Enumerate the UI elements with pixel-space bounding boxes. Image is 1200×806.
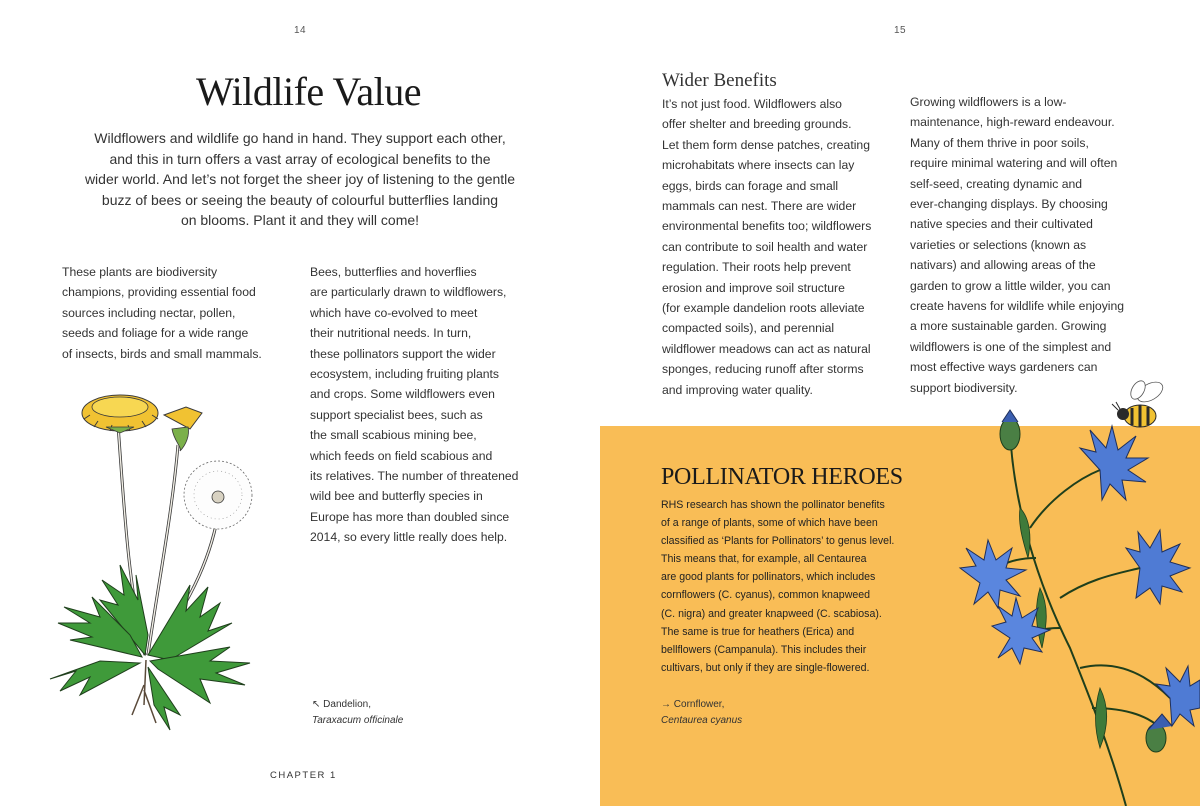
text-line: maintenance, high-reward endeavour. [910,115,1115,130]
text-line: compacted soils), and perennial [662,321,835,336]
text-line: require minimal watering and will often [910,156,1118,171]
page-number-left: 14 [294,25,307,36]
text-line: It’s not just food. Wildflowers also [662,97,842,111]
dandelion-caption [312,697,403,729]
text-line: mammals can nest. There are wider [662,199,857,214]
text-line: native species and their cultivated [910,217,1093,232]
arrow-icon: → [661,699,671,710]
intro-line: and this in turn offers a vast array of ecological benefits to the [109,150,491,167]
text-line: are good plants for pollinators, which includes [661,571,876,584]
left-column-2 [310,262,545,548]
text-line: are particularly drawn to wildflowers, [310,285,507,300]
text-line: regulation. Their roots help prevent [662,260,851,275]
text-line: its relatives. The number of threatened [310,469,519,484]
text-line: these pollinators support the wider [310,346,496,361]
text-line: Europe has more than doubled since [310,509,510,524]
cornflower-bud [1000,410,1020,450]
intro-line: Wildflowers and wildlife go hand in hand. They support each other, [94,130,506,146]
text-line: microhabitats where insects can lay [662,158,855,173]
text-line: most effective ways gardeners can [910,360,1098,375]
text-line: self-seed, creating dynamic and [910,176,1083,191]
text-line: Many of them thrive in poor soils, [910,135,1089,150]
text-line: the small scabious mining bee, [310,428,477,443]
text-line: sponges, reducing runoff after storms [662,362,864,377]
text-line: create havens for wildlife while enjoying [910,299,1125,314]
text-line: nativars) and allowing areas of the [910,258,1096,273]
text-line: and crops. Some wildflowers even [310,387,495,402]
right-column-2 [910,92,1155,398]
text-line: wildflower meadows can act as natural [662,341,871,356]
text-line: Growing wildflowers is a low- [910,95,1067,109]
arrow-icon: ↖ [312,699,321,710]
text-line: erosion and improve soil structure [662,280,845,295]
cornflower-illustration [950,408,1200,806]
text-line: of a range of plants, some of which have been [661,517,878,530]
text-line: Let them form dense patches, creating [662,137,870,152]
text-line: which have co-evolved to meet [310,305,478,320]
page-number-right: 15 [894,25,907,36]
text-line: sources including nectar, pollen, [62,305,236,320]
text-line: (C. nigra) and greater knapweed (C. scabiosa). [661,607,882,620]
text-line: ever-changing displays. By choosing [910,197,1108,212]
text-line: Bees, butterflies and hoverflies [310,265,477,279]
text-line: their nutritional needs. In turn, [310,326,472,341]
text-line: cornflowers (C. cyanus), common knapweed [661,589,871,602]
text-line: support biodiversity. [910,380,1018,395]
cornflower-bloom [1126,530,1190,604]
text-line: This means that, for example, all Centaurea [661,553,867,566]
text-line: wildflowers is one of the simplest and [910,339,1112,354]
text-line: of insects, birds and small mammals. [62,346,262,361]
text-line: can contribute to soil health and water [662,239,868,254]
text-line: and improving water quality. [662,382,813,397]
text-line: varieties or selections (known as [910,237,1087,252]
right-column-1 [662,94,902,400]
text-line: bellflowers (Campanula). This includes their [661,643,867,656]
text-line: 2014, so every little really does help. [310,530,508,545]
cornflower-bloom [1080,426,1148,500]
text-line: support specialist bees, such as [310,407,483,422]
left-column-1 [62,262,287,364]
panel-title: POLLINATOR HEROES [661,464,903,490]
page-title: Wildlife Value [196,69,422,114]
dandelion-flower [82,395,158,433]
intro-line: buzz of bees or seeing the beauty of colourful butterflies landing [101,191,499,208]
caption-name: Dandelion, [323,699,371,710]
caption-latin: Taraxacum officinale [312,715,404,726]
text-line: eggs, birds can forage and small [662,178,839,193]
chapter-footer: CHAPTER 1 [270,770,337,781]
text-line: offer shelter and breeding grounds. [662,117,852,132]
text-line: classified as ‘Plants for Pollinators’ to genus level. [661,535,895,548]
text-line: The same is true for heathers (Erica) and [661,625,855,638]
panel-body [661,496,961,677]
intro-line: on blooms. Plant it and they will come! [180,212,420,228]
intro-line: wider world. And let’s not forget the sheer joy of listening to the gentle [84,171,516,187]
text-line: seeds and foliage for a wide range [62,326,249,341]
text-line: environmental benefits too; wildflowers [662,219,872,234]
dandelion-illustration [40,385,285,735]
section-subhead: Wider Benefits [662,70,777,91]
cornflower-caption [661,697,742,729]
text-line: RHS research has shown the pollinator benefits [661,499,885,511]
intro-paragraph [60,128,540,231]
text-line: wild bee and butterfly species in [310,489,483,504]
text-line: ecosystem, including fruiting plants [310,367,500,382]
text-line: (for example dandelion roots alleviate [662,301,865,316]
text-line: These plants are biodiversity [62,265,218,279]
text-line: a more sustainable garden. Growing [910,319,1107,334]
dandelion-bud [164,407,202,451]
caption-latin: Centaurea cyanus [661,715,743,726]
dandelion-seedhead [184,461,252,529]
text-line: garden to grow a little wilder, you can [910,278,1111,293]
text-line: which feeds on field scabious and [310,448,493,463]
text-line: champions, providing essential food [62,285,256,300]
text-line: cultivars, but only if they are single-flowered. [661,661,870,674]
caption-name: Cornflower, [673,699,725,710]
